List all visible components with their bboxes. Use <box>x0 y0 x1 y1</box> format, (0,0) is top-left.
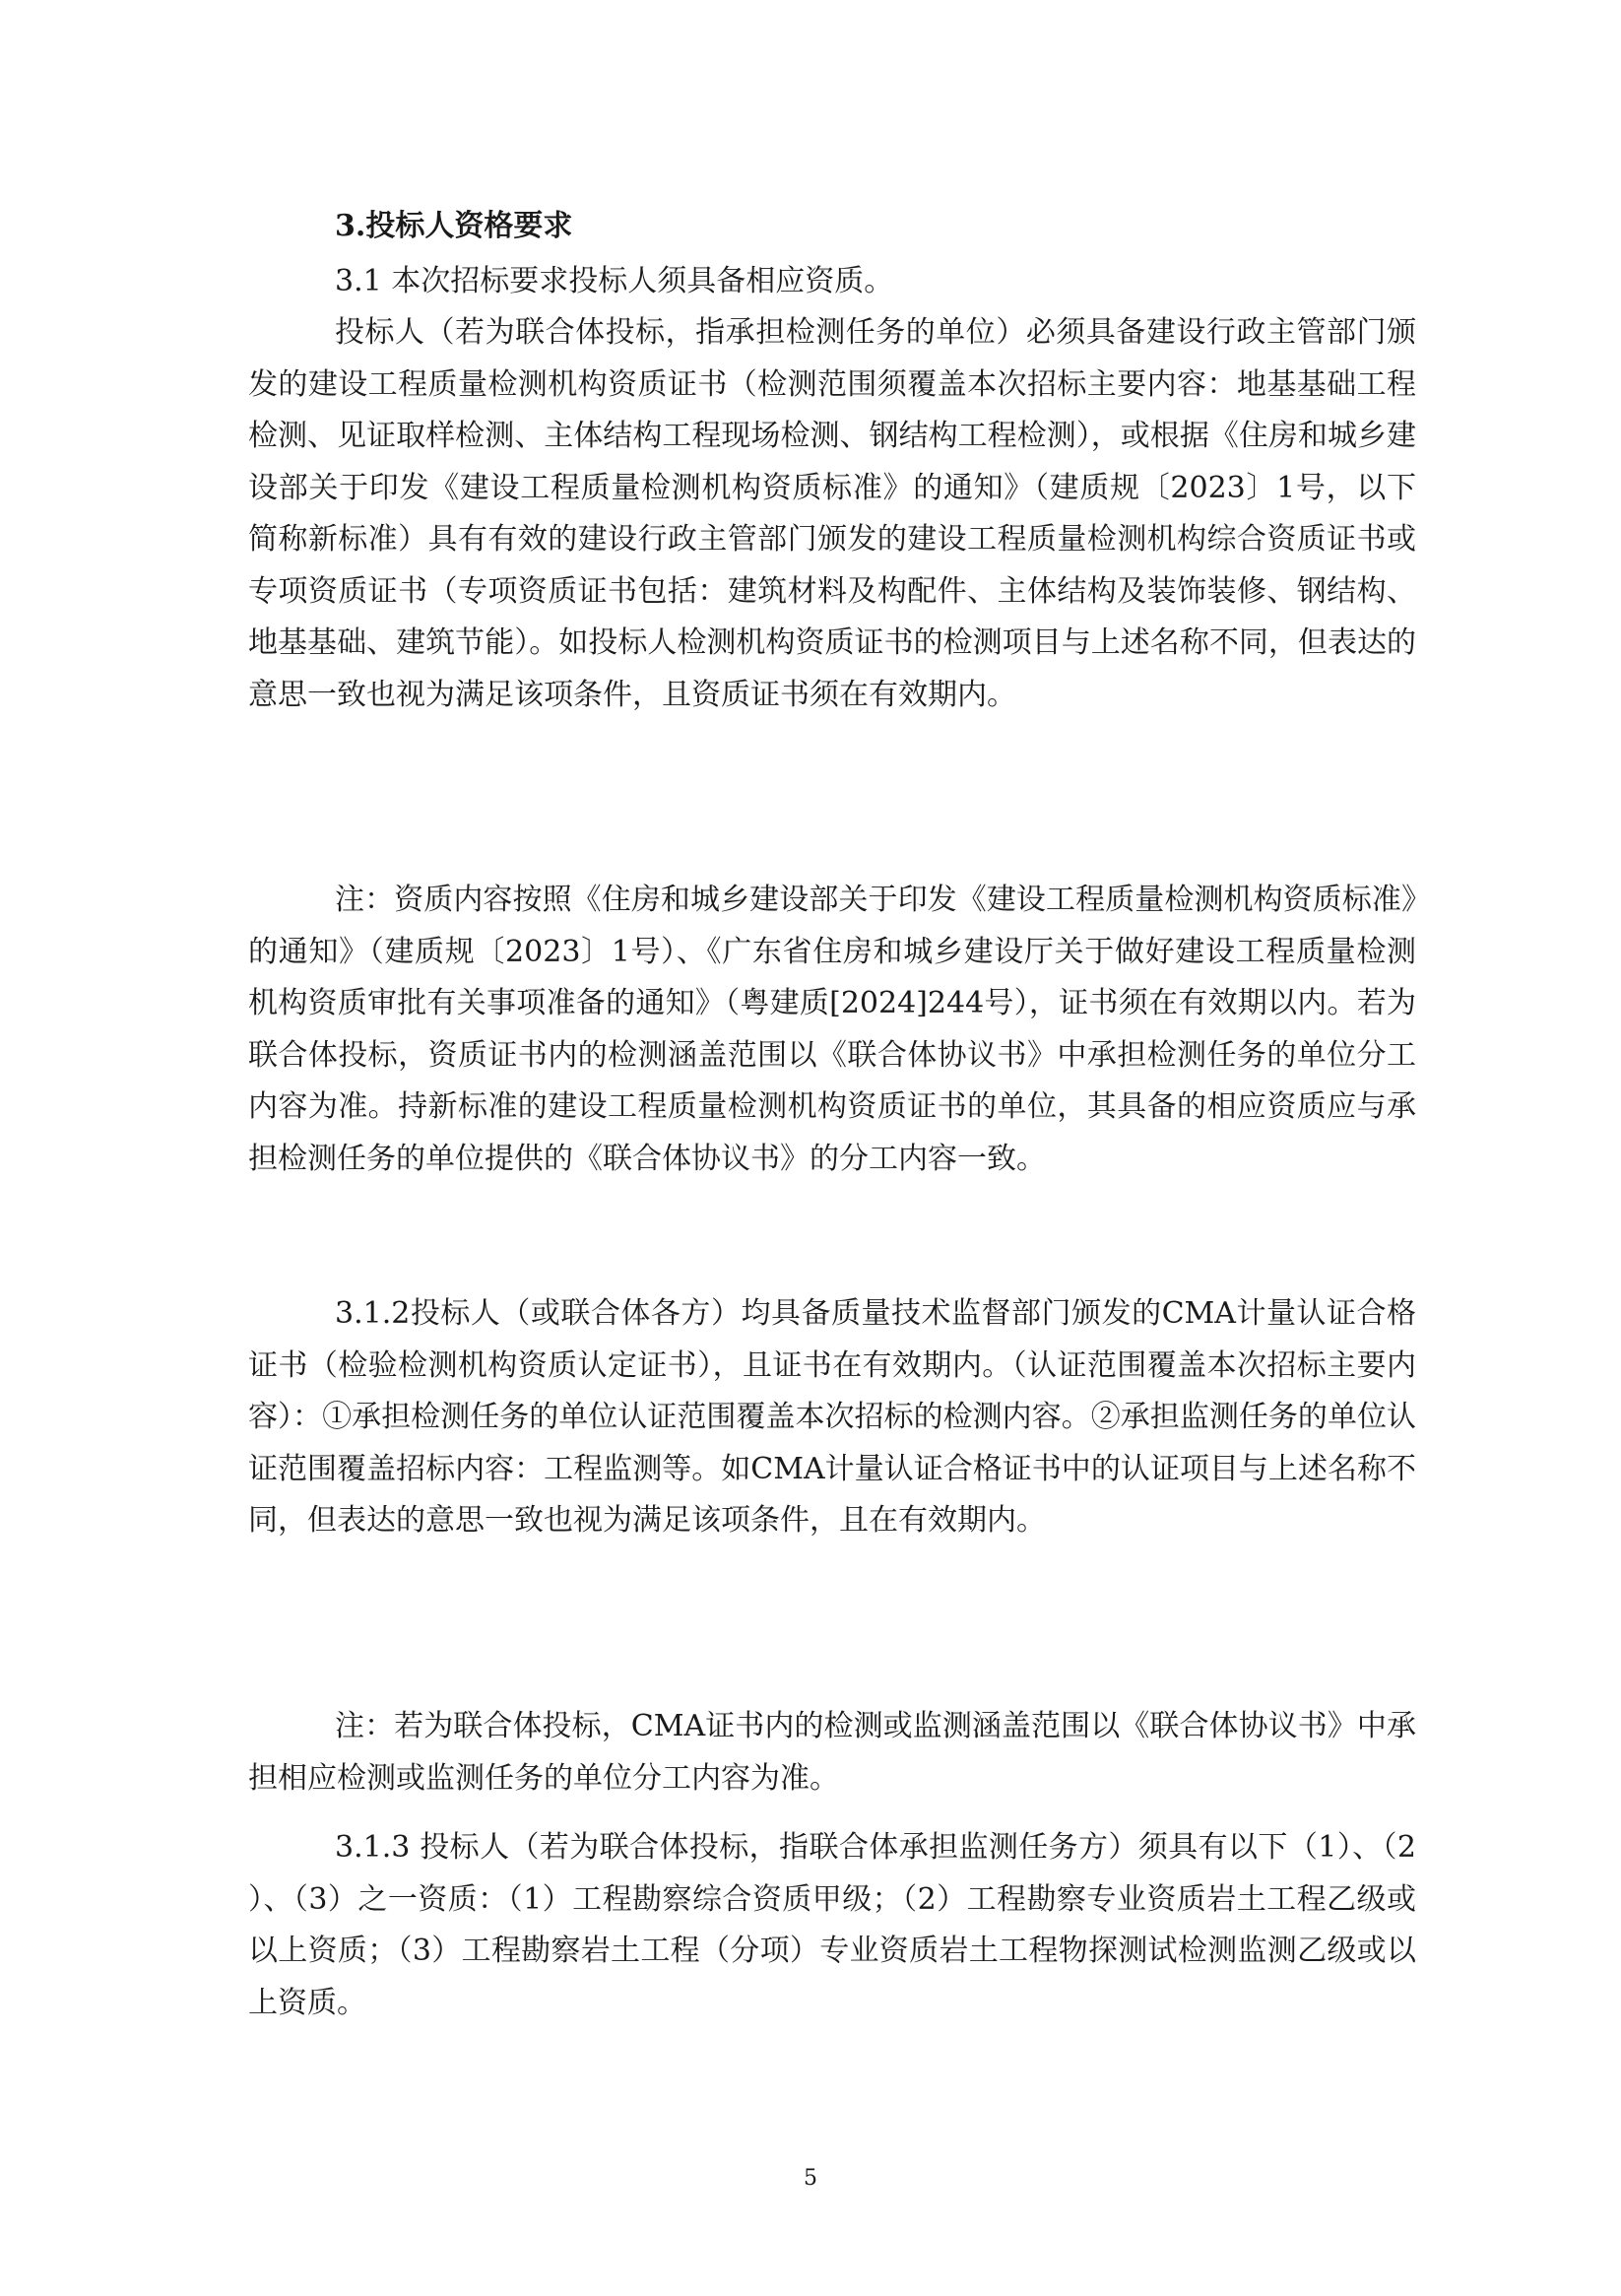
paragraph-note-cma: 注：若为联合体投标，CMA证书内的检测或监测涵盖范围以《联合体协议书》中承担相应检测或监测任务的单位分工内容为准。 <box>248 1709 1416 1796</box>
page-number: 5 <box>804 2166 817 2191</box>
section-heading: 3.投标人资格要求 <box>335 209 573 243</box>
paragraph-3-1-3: 3.1.3 投标人（若为联合体投标，指联合体承担监测任务方）须具有以下（1）、（2）、（3）之一资质：（1）工程勘察综合资质甲级；（2）工程勘察专业资质岩土工程乙级或以上资质；（3）工程勘察岩土工程（分项）专业资质岩土工程物探测试检测监测乙级或以上资质。 <box>248 1830 1416 2020</box>
paragraph-note-qualification: 注：资质内容按照《住房和城乡建设部关于印发《建设工程质量检测机构资质标准》的通知》（建质规〔2023〕1号）、《广东省住房和城乡建设厅关于做好建设工程质量检测机构资质审批有关事项准备的通知》（粤建质[2024]244号），证书须在有效期以内。若为联合体投标，资质证书内的检测涵盖范围以《联合体协议书》中承担检测任务的单位分工内容为准。持新标准的建设工程质量检测机构资质证书的单位，其具备的相应资质应与承担检测任务的单位提供的《联合体协议书》的分工内容一致。 <box>248 883 1416 1176</box>
paragraph-3-1: 3.1 本次招标要求投标人须具备相应资质。 <box>335 264 894 298</box>
paragraph-qualification-certificate: 投标人（若为联合体投标，指承担检测任务的单位）必须具备建设行政主管部门颁发的建设工程质量检测机构资质证书（检测范围须覆盖本次招标主要内容：地基基础工程检测、见证取样检测、主体结构工程现场检测、钢结构工程检测），或根据《住房和城乡建设部关于印发《建设工程质量检测机构资质标准》的通知》（建质规〔2023〕1号，以下简称新标准）具有有效的建设行政主管部门颁发的建设工程质量检测机构综合资质证书或专项资质证书（专项资质证书包括：建筑材料及构配件、主体结构及装饰装修、钢结构、地基基础、建筑节能）。如投标人检测机构资质证书的检测项目与上述名称不同，但表达的意思一致也视为满足该项条件，且资质证书须在有效期内。 <box>248 315 1416 712</box>
paragraph-3-1-2: 3.1.2投标人（或联合体各方）均具备质量技术监督部门颁发的CMA计量认证合格证书（检验检测机构资质认定证书），且证书在有效期内。（认证范围覆盖本次招标主要内容）：①承担检测任务的单位认证范围覆盖本次招标的检测内容。②承担监测任务的单位认证范围覆盖招标内容：工程监测等。如CMA计量认证合格证书中的认证项目与上述名称不同，但表达的意思一致也视为满足该项条件，且在有效期内。 <box>248 1296 1416 1538</box>
